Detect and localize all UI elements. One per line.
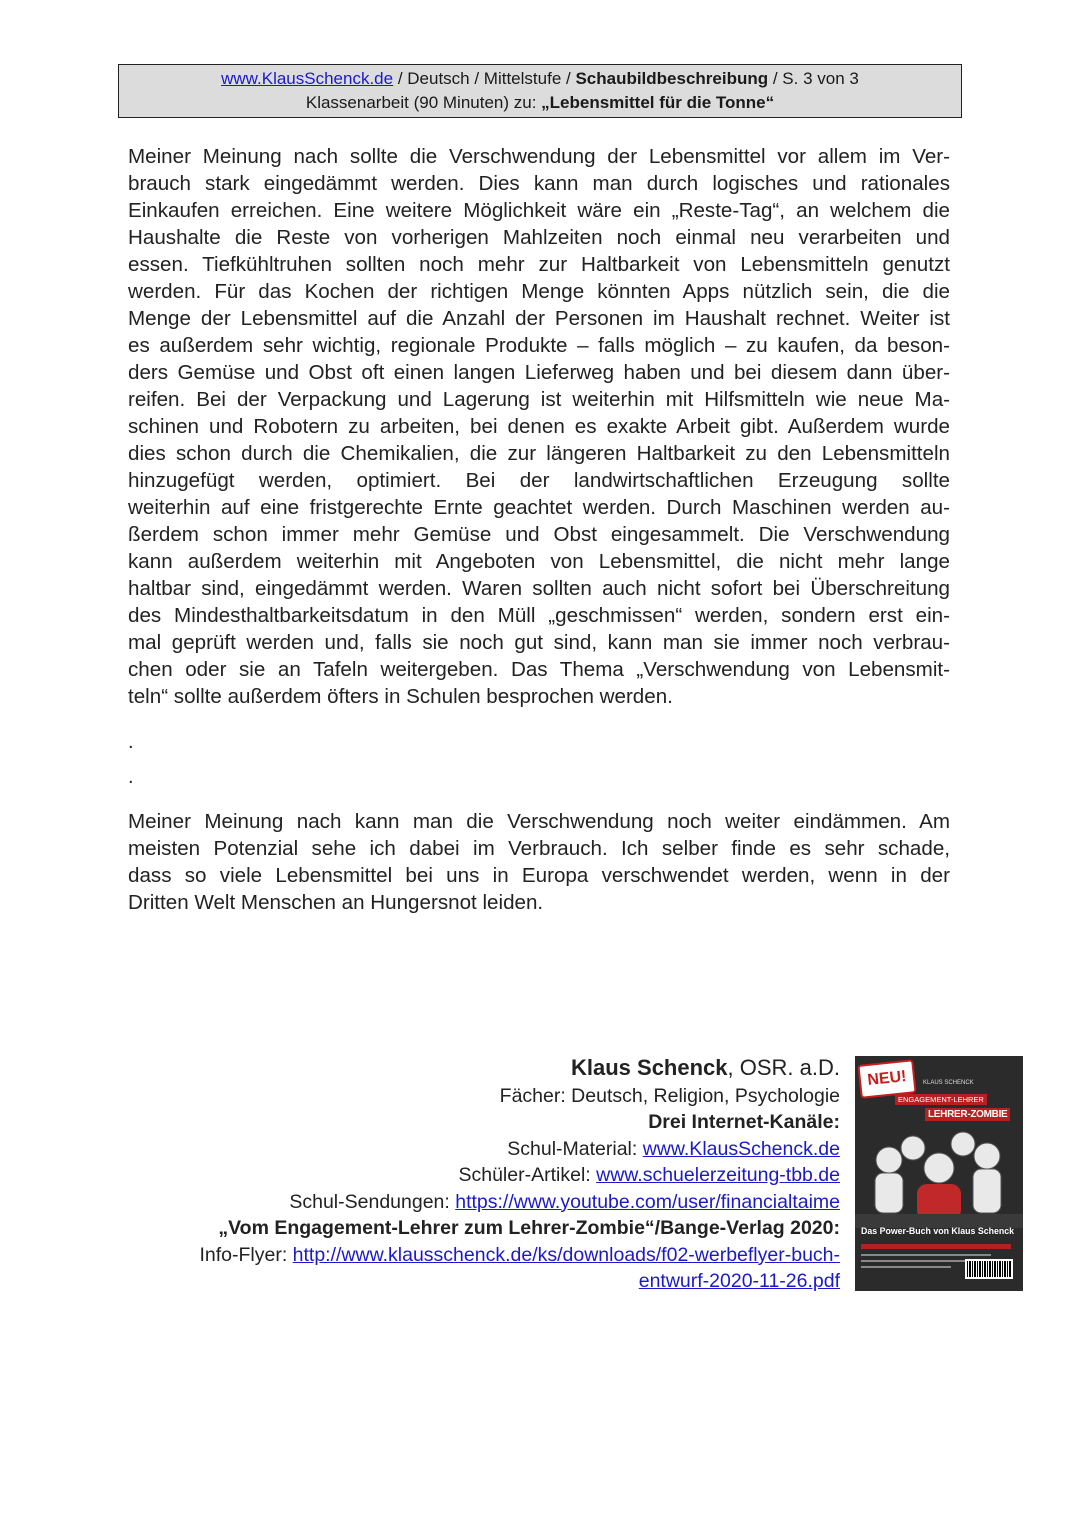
text-line: Meiner Meinung nach sollte die Verschwendung der Lebensmittel vor allem im Ver- (128, 145, 950, 168)
text-line: Meiner Meinung nach kann man die Verschwendung noch weiter eindämmen. Am (128, 810, 950, 833)
header-line-1 (119, 67, 961, 91)
cover-fine-print-1 (861, 1254, 991, 1256)
text-line: Einkaufen erreichen. Eine weitere Möglichkeit wäre ein „Reste-Tag“, an welchem die (128, 199, 950, 222)
student-articles-link[interactable]: www.schuelerzeitung-tbb.de (596, 1164, 840, 1186)
school-shows-line (160, 1189, 840, 1216)
student-articles-label: Schüler-Artikel: (458, 1164, 597, 1186)
school-material-label: Schul-Material: (507, 1137, 643, 1160)
author-signature (160, 1055, 840, 1295)
text-line: werden. Für das Kochen der richtigen Menge könnten Apps nützlich sein, die die (128, 280, 950, 303)
separator-dot-1: . (128, 731, 134, 753)
school-shows-label: Schul-Sendungen: (289, 1190, 456, 1213)
author-name: Klaus Schenck (571, 1055, 728, 1080)
text-line: Haushalte die Reste von vorherigen Mahlzeiten noch einmal neu verarbeiten und (128, 226, 950, 249)
cover-tagline: Das Power-Buch von Klaus Schenck (861, 1226, 1015, 1236)
author-subjects: Fächer: Deutsch, Religion, Psychologie (499, 1084, 840, 1107)
text-line: reifen. Bei der Verpackung und Lagerung ist weiterhin mit Hilfsmitteln wie neue Ma- (128, 388, 950, 411)
page-header (118, 64, 962, 118)
text-line: brauch stark eingedämmt werden. Dies kann man durch logisches und rationales (128, 172, 950, 195)
author-name-line (160, 1055, 840, 1083)
new-badge: NEU! (857, 1059, 916, 1099)
text-line: des Mindesthaltbarkeitsdatum in den Müll „geschmissen“ werden, sondern erst ein- (128, 604, 950, 627)
text-line: Menge der Lebensmittel auf die Anzahl der Personen im Haushalt rechnet. Weiter ist (128, 307, 950, 330)
student-articles-line (160, 1162, 840, 1189)
header-topic: Schaubildbeschreibung (575, 69, 769, 88)
school-shows-link[interactable]: https://www.youtube.com/user/financialtaime (455, 1190, 840, 1213)
channels-heading: Drei Internet-Kanäle: (648, 1111, 840, 1133)
author-title: , OSR. a.D. (727, 1055, 840, 1080)
cover-author: KLAUS SCHENCK (923, 1080, 974, 1086)
header-path: / Deutsch / Mittelstufe / (393, 69, 576, 88)
text-line: mal geprüft werden und, falls sie noch gut sind, kann man sie immer noch verbrau- (128, 631, 950, 654)
book-cover-image[interactable] (855, 1056, 1023, 1291)
cover-illustration (855, 1118, 1023, 1228)
text-line: dass so viele Lebensmittel bei uns in Europa verschwendet werden, wenn in der (128, 864, 950, 887)
text-line: haltbar sind, eingedämmt werden. Waren sollten auch nicht sofort bei Überschreitung (128, 577, 950, 600)
cover-red-strip (861, 1244, 1011, 1249)
text-line: es außerdem sehr wichtig, regionale Produkte – falls möglich – zu kaufen, da beson- (128, 334, 950, 357)
info-flyer-label: Info-Flyer: (199, 1243, 293, 1266)
cover-fine-print-3 (861, 1266, 951, 1268)
book-title-line: „Vom Engagement-Lehrer zum Lehrer-Zombie“/Bange-Verlag 2020: (218, 1217, 840, 1239)
text-line: ders Gemüse und Obst oft einen langen Lieferweg haben und bei diesem dann über- (128, 361, 950, 384)
text-line: teln“ sollte außerdem öfters in Schulen besprochen werden. (128, 685, 673, 708)
text-line: meisten Potenzial sehe ich dabei im Verbrauch. Ich selber finde es sehr schade, (128, 837, 950, 860)
cover-title-2: LEHRER-ZOMBIE (925, 1108, 1010, 1121)
text-line: kann außerdem weiterhin mit Angeboten von Lebensmittel, die nicht mehr lange (128, 550, 950, 573)
cover-fine-print-2 (861, 1260, 971, 1262)
text-line: Dritten Welt Menschen an Hungersnot leiden. (128, 891, 544, 914)
text-line: hinzugefügt werden, optimiert. Bei der landwirtschaftlichen Erzeugung sollte (128, 469, 950, 492)
header-site-link[interactable]: www.KlausSchenck.de (221, 69, 394, 88)
separator-dot-2: . (128, 766, 134, 788)
school-material-line (160, 1136, 840, 1163)
text-line: chen oder sie an Tafeln weitergeben. Das Thema „Verschwendung von Lebensmit- (128, 658, 950, 681)
header-exam-prefix: Klassenarbeit (90 Minuten) zu: (305, 93, 542, 112)
text-line: schinen und Robotern zu arbeiten, bei denen es exakte Arbeit gibt. Außerdem wurde (128, 415, 950, 438)
header-page: / S. 3 von 3 (768, 69, 859, 88)
text-line: weiterhin auf eine fristgerechte Ernte geachtet werden. Durch Maschinen werden au- (128, 496, 950, 519)
barcode (965, 1259, 1013, 1279)
body-paragraph-1 (128, 143, 950, 710)
text-line: dies schon durch die Chemikalien, die zur längeren Haltbarkeit zu den Lebensmitteln (128, 442, 950, 465)
info-flyer-link[interactable]: http://www.klausschenck.de/ks/downloads/f02-werbeflyer-buch- (292, 1243, 840, 1266)
body-paragraph-2 (128, 808, 950, 916)
school-material-link[interactable]: www.KlausSchenck.de (642, 1137, 840, 1160)
info-flyer-link-cont[interactable]: entwurf-2020-11-26.pdf (638, 1270, 840, 1292)
text-line: ßerdem schon immer mehr Gemüse und Obst eingesammelt. Die Verschwendung (128, 523, 950, 546)
header-line-2 (119, 91, 961, 115)
text-line: essen. Tiefkühltruhen sollten noch mehr zur Haltbarkeit von Lebensmitteln genutzt (128, 253, 950, 276)
cover-title-1: ENGAGEMENT-LEHRER (895, 1094, 987, 1105)
info-flyer-line (160, 1242, 840, 1269)
header-exam-title: „Lebensmittel für die Tonne“ (541, 93, 775, 112)
